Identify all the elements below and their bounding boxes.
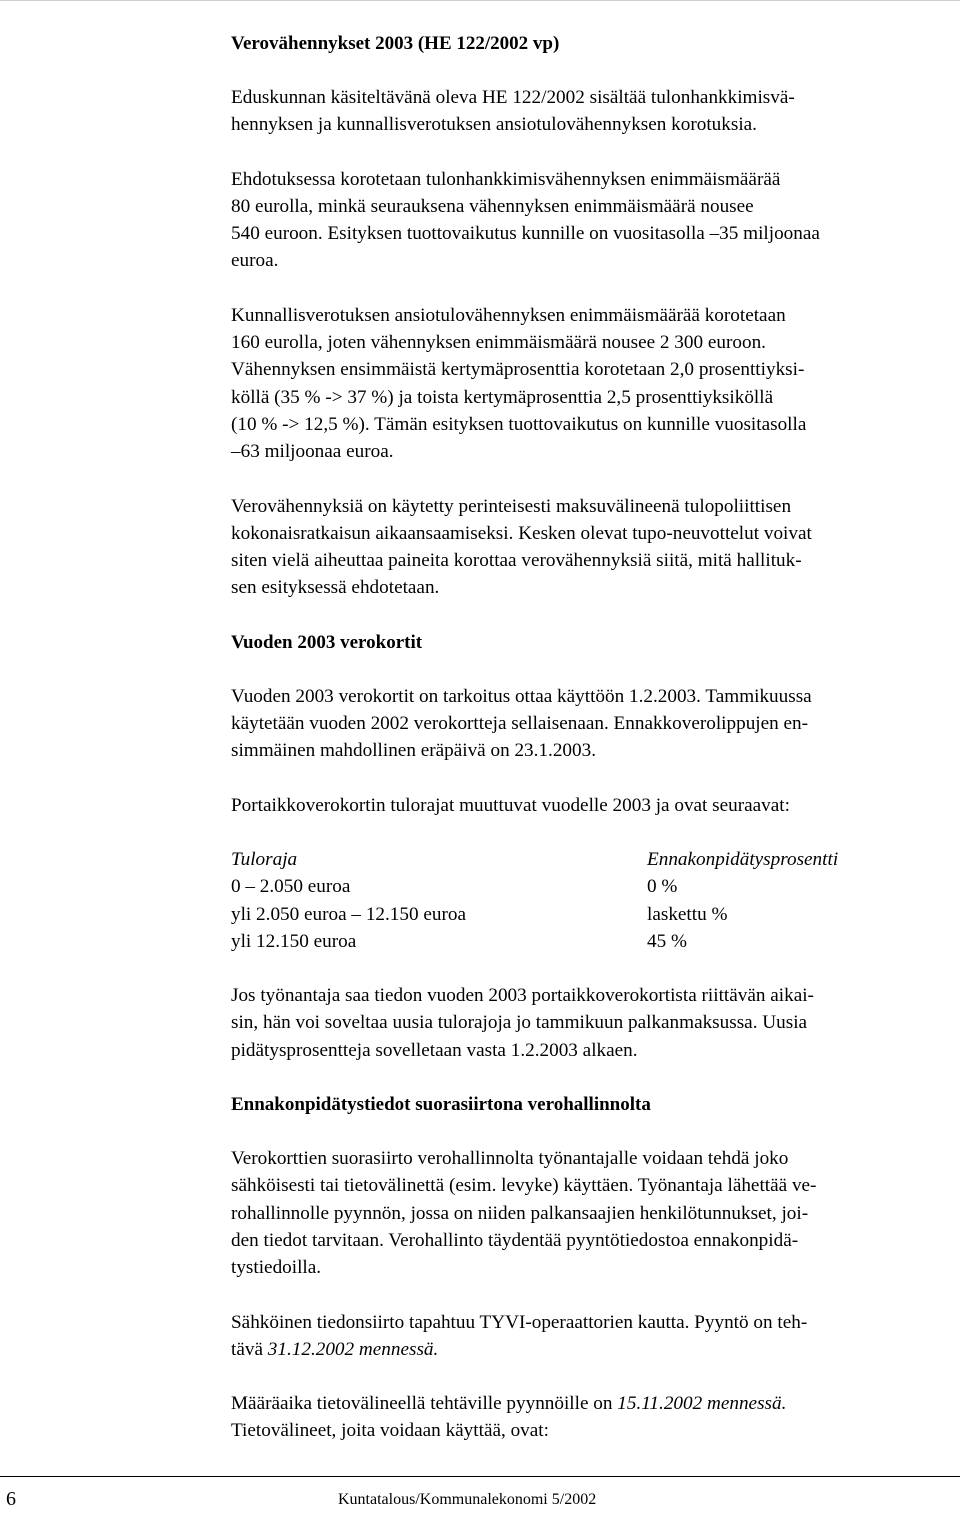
section-heading-suorasiirto: Ennakonpidätystiedot suorasiirtona verohallinnolta — [231, 1094, 651, 1116]
table-cell-tuloraja: yli 12.150 euroa — [231, 930, 357, 952]
section-heading-verovahennykset: Verovähennykset 2003 (HE 122/2002 vp) — [231, 33, 560, 54]
paragraph-line: köllä (35 % -> 37 %) ja toista kertymäprosenttia 2,5 prosenttiyksiköllä — [231, 386, 774, 408]
paragraph-line — [231, 1390, 956, 1417]
table-header-tuloraja: Tuloraja — [231, 848, 298, 870]
paragraph-line: pidätysprosentteja sovelletaan vasta 1.2.2003 alkaen. — [231, 1039, 638, 1061]
paragraph-line: Portaikkoverokortin tulorajat muuttuvat vuodelle 2003 ja ovat seuraavat: — [231, 794, 790, 816]
paragraph-portaikkoverokortti — [231, 982, 956, 1064]
paragraph-he-intro — [231, 84, 956, 139]
page-footer — [0, 1488, 960, 1514]
paragraph-line: 540 euroon. Esityksen tuottovaikutus kunnille on vuositasolla –35 miljoonaa — [231, 223, 820, 245]
paragraph-line: 160 eurolla, joten vähennyksen enimmäismäärä nousee 2 300 euroon. — [231, 332, 766, 354]
paragraph-text: tävä — [231, 1338, 268, 1360]
page-number: 6 — [6, 1488, 16, 1510]
paragraph-line: tystiedoilla. — [231, 1257, 322, 1279]
paragraph-line: simmäinen mahdollinen eräpäivä on 23.1.2003. — [231, 740, 597, 762]
publication-name: Kuntatalous/Kommunalekonomi 5/2002 — [338, 1491, 597, 1508]
paragraph-ansiotulovahennys — [231, 302, 956, 466]
paragraph-line: euroa. — [231, 250, 279, 272]
paragraph-line: 80 eurolla, minkä seurauksena vähennyksen enimmäismäärä nousee — [231, 195, 754, 217]
paragraph-line: Ehdotuksessa korotetaan tulonhankkimisvähennyksen enimmäismäärää — [231, 168, 781, 190]
paragraph-line: Verokorttien suorasiirto verohallinnolta työnantajalle voidaan tehdä joko — [231, 1148, 789, 1170]
paragraph-line: sähköisesti tai tietovälinettä (esim. levyke) käyttäen. Työnantaja lähettää ve- — [231, 1175, 817, 1197]
table-row — [231, 901, 956, 928]
paragraph-suorasiirto — [231, 1145, 956, 1281]
table-cell-tuloraja: yli 2.050 euroa – 12.150 euroa — [231, 903, 466, 925]
paragraph-tyvi — [231, 1309, 956, 1364]
table-cell-prosentti: 0 % — [647, 876, 678, 898]
paragraph-line: Eduskunnan käsiteltävänä oleva HE 122/2002 sisältää tulonhankkimisvä- — [231, 87, 795, 108]
table-header-ennakonpidatysprosentti: Ennakonpidätysprosentti — [647, 848, 839, 870]
paragraph-line: Verovähennyksiä on käytetty perinteisesti maksuvälineenä tulopoliittisen — [231, 495, 792, 517]
paragraph-line: Vuoden 2003 verokortit on tarkoitus ottaa käyttöön 1.2.2003. Tammikuussa — [231, 685, 812, 707]
paragraph-line — [231, 1336, 956, 1363]
paragraph-line: Tietovälineet, joita voidaan käyttää, ovat: — [231, 1420, 549, 1442]
table-row — [231, 928, 956, 955]
table-cell-prosentti: 45 % — [647, 930, 687, 952]
page-content — [231, 30, 956, 1445]
footer-rule — [0, 1476, 960, 1477]
paragraph-line: –63 miljoonaa euroa. — [231, 441, 394, 463]
table-cell-prosentti: laskettu % — [647, 903, 728, 925]
paragraph-tupo — [231, 493, 956, 602]
paragraph-line: käytetään vuoden 2002 verokortteja sellaisenaan. Ennakkoverolippujen en- — [231, 713, 809, 735]
section-heading-verokortit: Vuoden 2003 verokortit — [231, 631, 423, 653]
top-edge-line — [0, 0, 960, 1]
paragraph-maaraaika — [231, 1390, 956, 1445]
deadline-date: 31.12.2002 mennessä. — [267, 1338, 439, 1360]
paragraph-line: (10 % -> 12,5 %). Tämän esityksen tuottovaikutus on kunnille vuositasolla — [231, 413, 807, 435]
paragraph-line: Jos työnantaja saa tiedon vuoden 2003 portaikkoverokortista riittävän aikai- — [231, 985, 814, 1007]
paragraph-tulorajat-intro — [231, 792, 956, 819]
paragraph-line: rohallinnolle pyynnön, jossa on niiden palkansaajien henkilötunnukset, joi- — [231, 1202, 809, 1224]
paragraph-line: den tiedot tarvitaan. Verohallinto täydentää pyyntötiedostoa ennakonpidä- — [231, 1229, 799, 1251]
paragraph-line: siten vielä aiheuttaa paineita korottaa verovähennyksiä siitä, mitä hallituk- — [231, 550, 802, 572]
tulorajat-table — [231, 846, 956, 955]
paragraph-line: sin, hän voi soveltaa uusia tulorajoja jo tammikuun palkanmaksussa. Uusia — [231, 1012, 808, 1034]
paragraph-line: sen esityksessä ehdotetaan. — [231, 577, 440, 599]
table-row — [231, 873, 956, 900]
paragraph-line: hennyksen ja kunnallisverotuksen ansiotulovähennyksen korotuksia. — [231, 114, 757, 136]
paragraph-text: Määräaika tietovälineellä tehtäville pyynnöille on — [231, 1393, 618, 1415]
deadline-date: 15.11.2002 mennessä. — [617, 1393, 787, 1415]
table-header-row — [231, 846, 956, 873]
paragraph-verokortit-kaytto — [231, 683, 956, 765]
paragraph-line: kokonaisratkaisun aikaansaamiseksi. Kesken olevat tupo-neuvottelut voivat — [231, 522, 812, 544]
paragraph-line: Sähköinen tiedonsiirto tapahtuu TYVI-operaattorien kautta. Pyyntö on teh- — [231, 1311, 808, 1333]
table-cell-tuloraja: 0 – 2.050 euroa — [231, 876, 351, 898]
paragraph-line: Vähennyksen ensimmäistä kertymäprosenttia korotetaan 2,0 prosenttiyksi- — [231, 359, 805, 381]
paragraph-line: Kunnallisverotuksen ansiotulovähennyksen enimmäismäärää korotetaan — [231, 304, 786, 326]
paragraph-tulonhankkimis — [231, 166, 956, 275]
